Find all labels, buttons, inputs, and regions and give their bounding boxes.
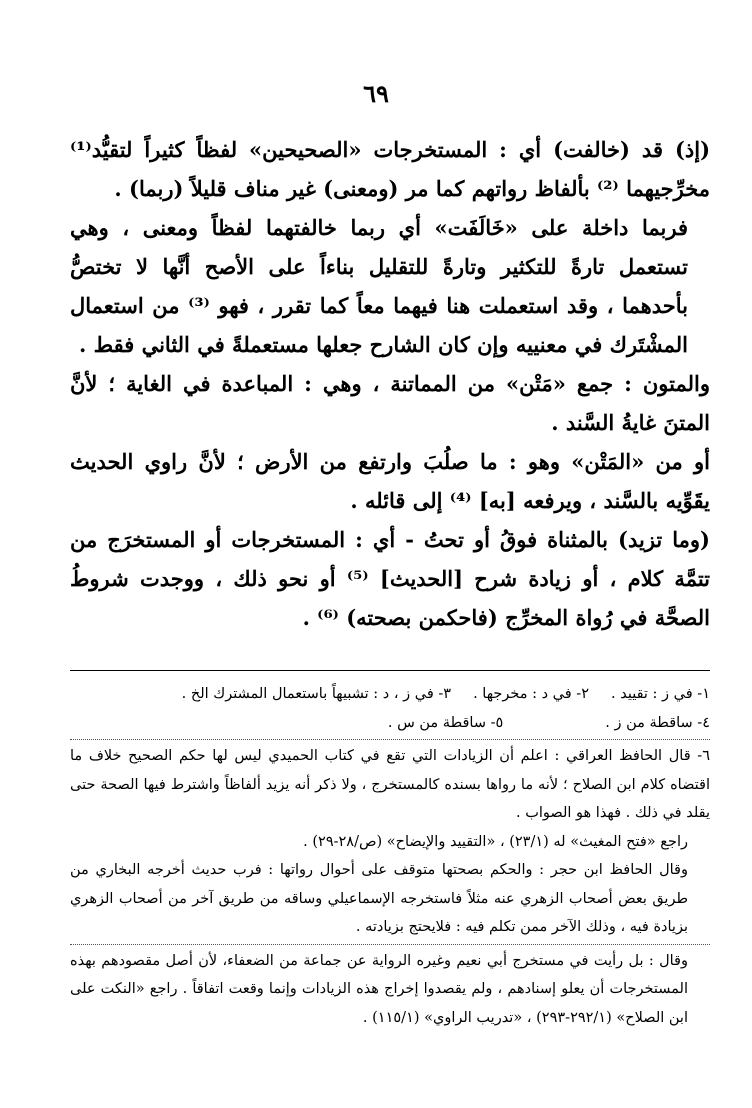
footnote-3: ٣- في ز ، د : تشبيهاً باستعمال المشترك الخ . bbox=[181, 686, 452, 702]
page-number: ٦٩ bbox=[363, 79, 389, 108]
paragraph-4: أو من «المَتْن» وهو : ما صلُبَ وارتفع من الأرض ؛ لأنَّ راوي الحديث يقَوِّيه بالسَّند ، ويرفعه [به] ⁽⁴⁾ إلى قائله . bbox=[70, 449, 710, 513]
footnote-6-paragraph-3: وقال : بل رأيت في مستخرج أبي نعيم وغيره الرواية عن جماعة من الضعفاء، لأن أصل مقصودهم بهذه المستخرجات أن يعلو إسنادهم ، ولم يقصدوا إخراج هذه الزيادات وإنما وقعت اتفاقاً . راجع «النكت على ابن الصلاح» (٢٩٢/١-٢٩٣) ، «تدريب الراوي» (١١٥/١) . bbox=[70, 952, 688, 1026]
paragraph-1: (إذ) قد (خالفت) أي : المستخرجات «الصحيحين» لفظاً كثيراً لتقيُّد⁽¹⁾ مخرِّجيهما ⁽²⁾ بألفاظ رواتهم كما مر (ومعنى) غير مناف قليلاً (ربما) . bbox=[70, 137, 710, 201]
footnote-6-paragraph-2: وقال الحافظ ابن حجر : والحكم بصحتها متوقف على أحوال رواتها : فرب حديث أخرجه البخاري من طريق بعض أصحاب الزهري عنه مثلاً فاستخرجه الإسماعيلي وساقه من طريق آخر من أصحاب الزهري بزيادة فيه ، وذلك الآخر ممن تكلم فيه : فلايحتج بزيادته . bbox=[70, 862, 688, 935]
main-text bbox=[70, 130, 710, 637]
footnote-6-paragraph-1: ٦- قال الحافظ العراقي : اعلم أن الزيادات التي تقع في كتاب الحميدي ليس لها حكم الصحيح خلاف ما اقتضاه كلام ابن الصلاح ؛ لأنه ما رواها بسنده كالمستخرج ، ولا ذكر أنه يزيد ألفاظاً واشترط فيها الصحة حتى يقلد في ذلك . فهذا هو الصواب . bbox=[70, 748, 710, 821]
footnote-row-1 bbox=[70, 680, 710, 709]
footnote-row-2 bbox=[70, 709, 710, 738]
footnote-divider-2 bbox=[70, 944, 710, 945]
paragraph-3: والمتون : جمع «مَتْن» من المماتنة ، وهي : المباعدة في الغاية ؛ لأنَّ المتنَ غايةُ السَّند . bbox=[70, 371, 710, 435]
footnote-4: ٤- ساقطة من ز . bbox=[605, 714, 710, 731]
footnote-6-reference-1: راجع «فتح المغيث» له (٢٣/١) ، «التقييد والإيضاح» (ص/٢٨-٢٩) . bbox=[303, 833, 688, 850]
footnote-separator bbox=[70, 670, 710, 671]
footnote-divider bbox=[70, 739, 710, 740]
footnote-1: ١- في ز : تقييد . bbox=[611, 686, 710, 702]
paragraph-2: فربما داخلة على «خَالَفَت» أي ربما خالفتهما لفظاً ومعنى ، وهي تستعمل تارةً للتكثير وتارةً للتقليل بناءاً على الأصح أنَّها لا تختصُّ بأحدهما ، وقد استعملت هنا فيهما معاً كما تقرر ، فهو ⁽³⁾ من استعمال المشْتَرك في معنييه وإن كان الشارح جعلها مستعملةً في الثاني فقط . bbox=[70, 215, 688, 357]
footnote-5: ٥- ساقطة من س . bbox=[387, 714, 504, 731]
footnotes bbox=[70, 680, 710, 1032]
footnote-2: ٢- في د : مخرجها . bbox=[473, 686, 589, 702]
paragraph-5: (وما تزيد) بالمثناة فوقُ أو تحتُ - أي : المستخرجات أو المستخرَج من تتمَّة كلام ، أو زيادة شرح [الحديث] ⁽⁵⁾ أو نحو ذلك ، ووجدت شروطُ الصحَّة في رُواة المخرِّج (فاحكمن بصحته) ⁽⁶⁾ . bbox=[70, 527, 711, 630]
